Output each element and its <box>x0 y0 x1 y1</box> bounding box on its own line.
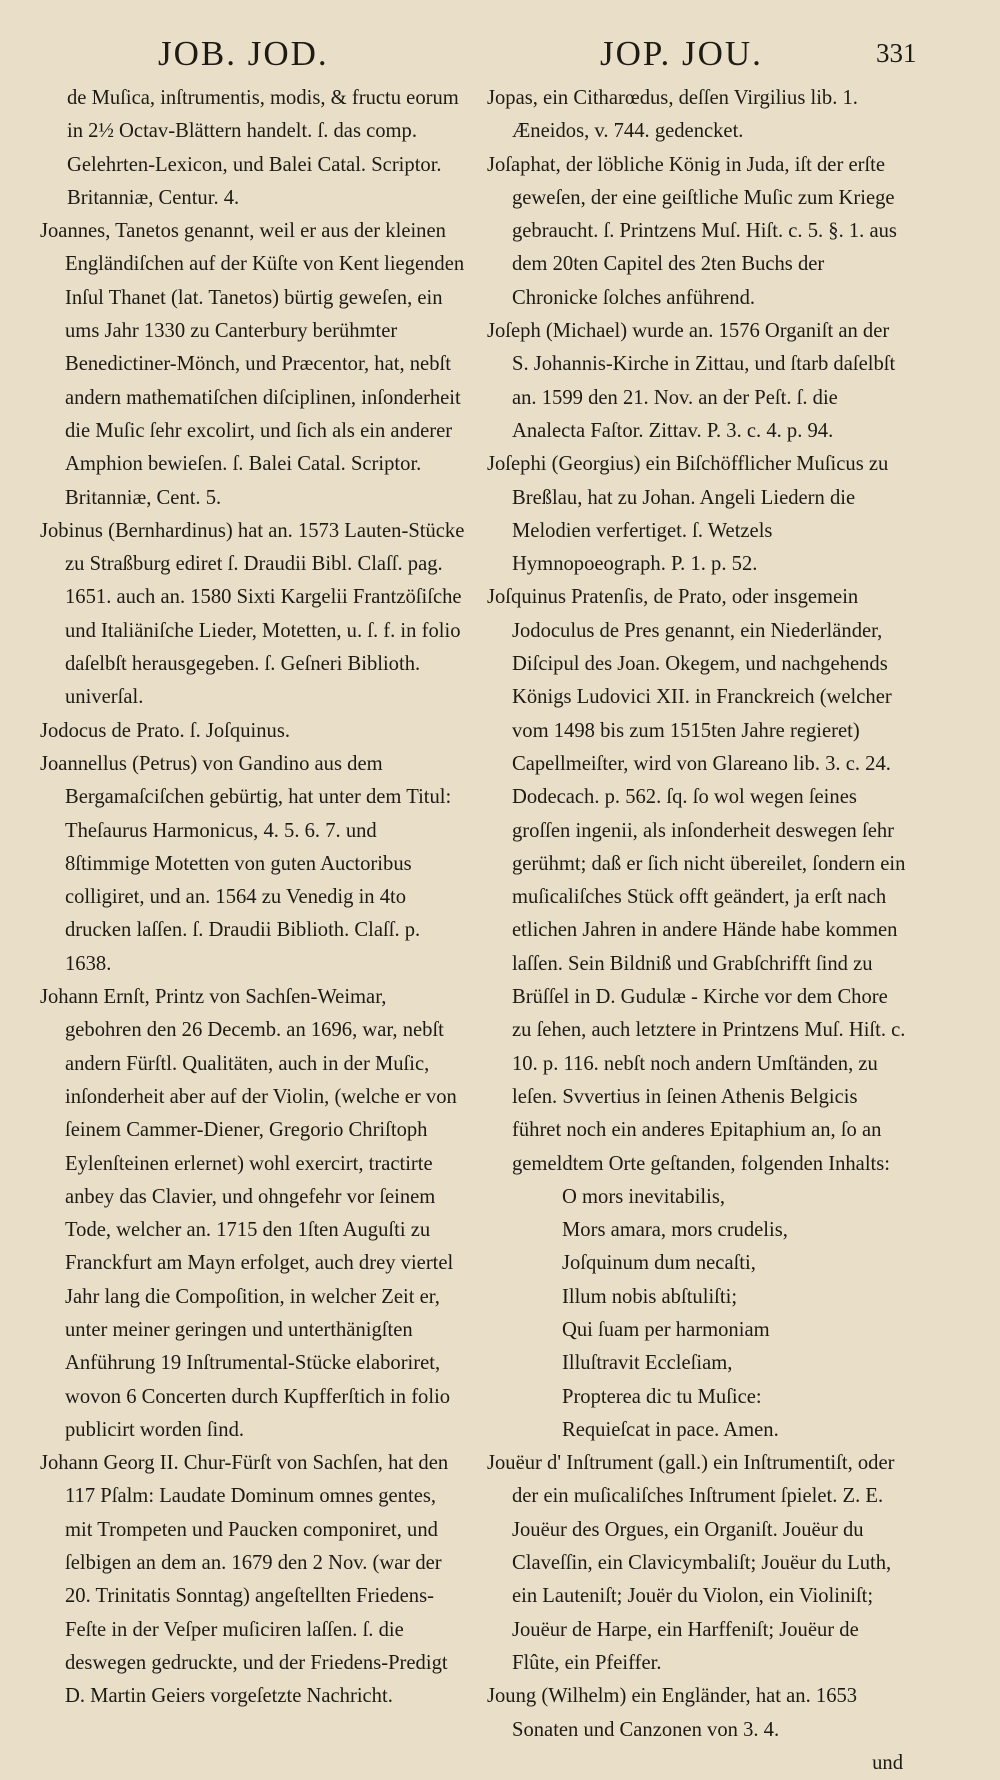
running-header <box>0 34 1000 74</box>
dictionary-entry: Joſeph (Michael) wurde an. 1576 Organiſt an der S. Johannis-Kirche in Zittau, und ſtarb daſelbſt an. 1599 den 21. Nov. an der Peſt. ſ. die Analecta Faſtor. Zittav. P. 3. c. 4. p. 94. <box>487 320 896 442</box>
dictionary-entry-continued: de Muſica, inſtrumentis, modis, & fructu eorum in 2½ Octav-Blättern handelt. ſ. das comp. Gelehrten-Lexicon, und Balei Catal. Scriptor. Britanniæ, Centur. 4. <box>67 87 459 209</box>
poem-line: Qui ſuam per harmoniam <box>562 1318 770 1341</box>
page-number: 331 <box>876 38 917 68</box>
dictionary-entry: Joannellus (Petrus) von Gandino aus dem Bergamaſciſchen gebürtig, hat unter dem Titul: Theſaurus Harmonicus, 4. 5. 6. 7. und 8ſtimmige Motetten von guten Auctoribus colligiret, und an. 1564 zu Venedig in 4to drucken laſſen. ſ. Draudii Biblioth. Claſſ. p. 1638. <box>40 752 452 975</box>
poem-line: Joſquinum dum necaſti, <box>562 1252 756 1275</box>
right-column <box>487 82 907 1780</box>
catchword: und <box>872 1751 903 1774</box>
running-head-right: JOP. JOU. <box>600 34 763 73</box>
dictionary-entry: Joſephi (Georgius) ein Biſchöfflicher Muſicus zu Breßlau, hat zu Johan. Angeli Liedern die Melodien verfertiget. ſ. Wetzels Hymnopoeograph. P. 1. p. 52. <box>487 453 889 576</box>
running-head-left: JOB. JOD. <box>158 34 329 73</box>
dictionary-entry: Johann Georg II. Chur-Fürſt von Sachſen, hat den 117 Pſalm: Laudate Dominum omnes gentes, mit Trompeten und Paucken componiret, und ſelbigen an dem an. 1679 den 2 Nov. (war der 20. Trinitatis Sonntag) angeſtellten Friedens-Feſte in der Veſper muſiciren laſſen. ſ. die deswegen gedruckte, und der Friedens-Predigt D. Martin Geiers vorgeſetzte Nachricht. <box>40 1452 449 1708</box>
poem-line: Propterea dic tu Muſice: <box>562 1385 762 1408</box>
dictionary-entry: Joannes, Tanetos genannt, weil er aus der kleinen Engländiſchen auf der Küſte von Kent liegenden Inſul Thanet (lat. Tanetos) bürtig geweſen, ein ums Jahr 1330 zu Canterbury berühmter Benedictiner-Mönch, und Præcentor, hat, nebſt andern mathematiſchen diſciplinen, inſonderheit die Muſic ſehr excolirt, und ſich als ein anderer Amphion bewieſen. ſ. Balei Catal. Scriptor. Britanniæ, Cent. 5. <box>40 220 465 509</box>
poem-line: Requieſcat in pace. Amen. <box>562 1418 779 1441</box>
dictionary-entry: Jopas, ein Citharœdus, deſſen Virgilius lib. 1. Æneidos, v. 744. gedencket. <box>487 87 858 143</box>
poem-line: O mors inevitabilis, <box>562 1185 726 1208</box>
dictionary-entry: Jobinus (Bernhardinus) hat an. 1573 Lauten-Stücke zu Straßburg ediret ſ. Draudii Bibl. Claſſ. pag. 1651. auch an. 1580 Sixti Kargelii Frantzöſiſche und Italiäniſche Lieder, Motetten, u. ſ. f. in folio daſelbſt herausgegeben. ſ. Geſneri Biblioth. univerſal. <box>40 519 465 709</box>
left-column <box>40 82 466 1714</box>
dictionary-entry: Joung (Wilhelm) ein Engländer, hat an. 1653 Sonaten und Canzonen von 3. 4. <box>487 1685 858 1741</box>
poem-line: Illuſtravit Eccleſiam, <box>562 1352 733 1375</box>
poem-line: Illum nobis abſtuliſti; <box>562 1285 738 1308</box>
dictionary-entry: Jodocus de Prato. ſ. Joſquinus. <box>40 719 290 742</box>
dictionary-entry: Joſquinus Pratenſis, de Prato, oder insgemein Jodoculus de Pres genannt, ein Niederländer, Diſcipul des Joan. Okegem, und nachgehends Königs Ludovici XII. in Franckreich (welcher vom 1498 bis zum 1515ten Jahre regieret) Capellmeiſter, wird von Glareano lib. 3. c. 24. Dodecach. p. 562. ſq. ſo wol wegen ſeines groſſen ingenii, als inſonderheit deswegen ſehr gerühmt; daß er ſich nicht übereilet, ſondern ein muſicaliſches Stück offt geändert, ja erſt nach etlichen Jahren in andere Hände habe kommen laſſen. Sein Bildniß und Grabſchrifft ſind zu Brüſſel in D. Gudulæ - Kirche vor dem Chore zu ſehen, auch letztere in Printzens Muſ. Hiſt. c. 10. p. 116. nebſt noch andern Umſtänden, zu leſen. Svvertius in ſeinen Athenis Belgicis führet noch ein anderes Epitaphium an, ſo an gemeldtem Orte geſtanden, folgenden Inhalts: <box>487 586 906 1175</box>
dictionary-entry: Joſaphat, der löbliche König in Juda, iſt der erſte geweſen, der eine geiſtliche Muſic zum Kriege gebraucht. ſ. Printzens Muſ. Hiſt. c. 5. §. 1. aus dem 20ten Capitel des 2ten Buchs der Chronicke ſolches anführend. <box>487 153 897 309</box>
poem-line: Mors amara, mors crudelis, <box>562 1219 788 1242</box>
dictionary-entry: Johann Ernſt, Printz von Sachſen-Weimar, gebohren den 26 Decemb. an 1696, war, nebſt andern Fürſtl. Qualitäten, auch in der Muſic, inſonderheit aber auf der Violin, (welche er von ſeinem Cammer-Diener, Gregorio Chriſtoph Eylenſteinen erlernet) wohl exercirt, tractirte anbey das Clavier, und ohngefehr vor ſeinem Tode, welcher an. 1715 den 1ſten Auguſti zu Franckfurt am Mayn erfolget, auch drey viertel Jahr lang die Compoſition, in welcher Zeit er, unter meiner geringen und unterthänigſten Anführung 19 Inſtrumental-Stücke elaboriret, wovon 6 Concerten durch Kupfferſtich in folio publicirt worden ſind. <box>40 986 457 1441</box>
dictionary-entry: Jouëur d' Inſtrument (gall.) ein Inſtrumentiſt, oder der ein muſicaliſches Inſtrument ſpielet. Z. E. Jouëur des Orgues, ein Organiſt. Jouëur du Claveſſin, ein Clavicymbaliſt; Jouëur du Luth, ein Lauteniſt; Jouër du Violon, ein Violiniſt; Jouëur de Harpe, ein Harffeniſt; Jouëur de Flûte, ein Pfeiffer. <box>487 1452 895 1674</box>
epitaph-poem <box>562 1181 907 1447</box>
